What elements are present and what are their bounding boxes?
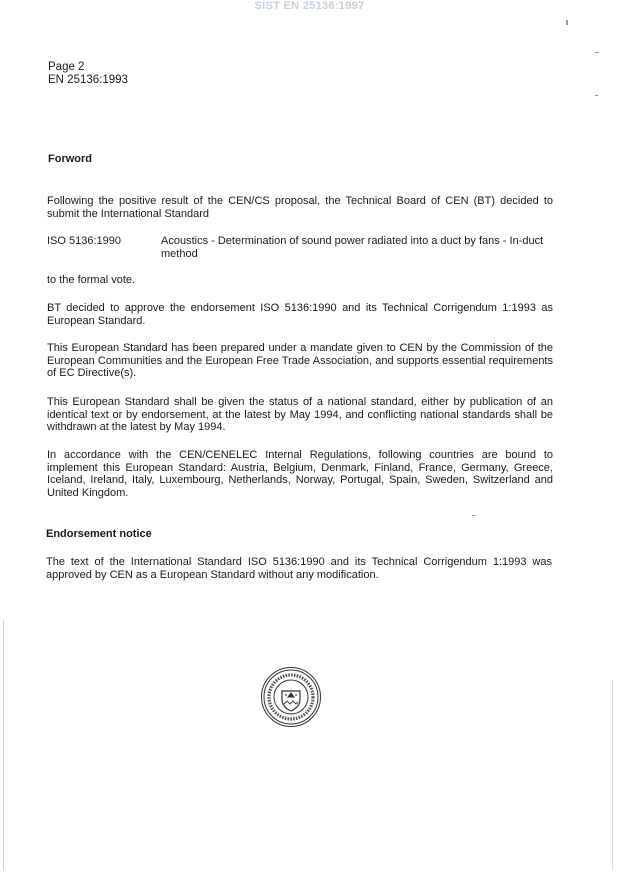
status-paragraph: This European Standard shall be given the status of a national standard, either by publication of an identical text or by endorsement, at the latest by May 1994, and conflicting national standards shall be withdrawn at the latest by May 1994. bbox=[47, 396, 553, 433]
scan-edge-line bbox=[3, 620, 4, 870]
scan-speck bbox=[566, 20, 568, 25]
page-header bbox=[48, 61, 128, 87]
scan-speck bbox=[595, 95, 598, 96]
page-number: Page 2 bbox=[48, 61, 85, 73]
scan-edge-line bbox=[612, 680, 613, 870]
endorsement-text: The text of the International Standard ISO 5136:1990 and its Technical Corrigendum 1:1993 was approved by CEN as a European Standard without any modification. bbox=[46, 556, 552, 581]
foreword-heading: Forword bbox=[48, 153, 92, 165]
reference-title: Acoustics - Determination of sound power radiated into a duct by fans - In-duct method bbox=[161, 235, 544, 260]
official-stamp-icon bbox=[260, 666, 322, 728]
regulations-paragraph: In accordance with the CEN/CENELEC Internal Regulations, following countries are bound to implement this European Standard: Austria, Belgium, Denmark, Finland, France, Germany, Greece, Iceland, Ireland, Italy, Luxembourg, Netherlands, Norway, Portugal, Spain, Sweden, Switzerland and United Kingdom. bbox=[47, 449, 553, 499]
approval-paragraph: BT decided to approve the endorsement ISO 5136:1990 and its Technical Corrigendum 1:1993 as European Standard. bbox=[47, 302, 553, 327]
scan-speck bbox=[472, 515, 475, 516]
mandate-paragraph: This European Standard has been prepared under a mandate given to CEN by the Commission of the European Communities and the European Free Trade Association, and supports essential requirements of EC Directive(s). bbox=[47, 342, 553, 379]
watermark: SIST EN 25136:1997 bbox=[254, 0, 365, 12]
foreword-intro: Following the positive result of the CEN/CS proposal, the Technical Board of CEN (BT) decided to submit the International Standard bbox=[47, 195, 553, 220]
standard-number: EN 25136:1993 bbox=[48, 74, 128, 86]
reference-number: ISO 5136:1990 bbox=[47, 235, 122, 247]
endorsement-heading: Endorsement notice bbox=[46, 528, 152, 540]
scan-speck bbox=[595, 52, 599, 53]
formal-vote-text: to the formal vote. bbox=[47, 274, 136, 286]
